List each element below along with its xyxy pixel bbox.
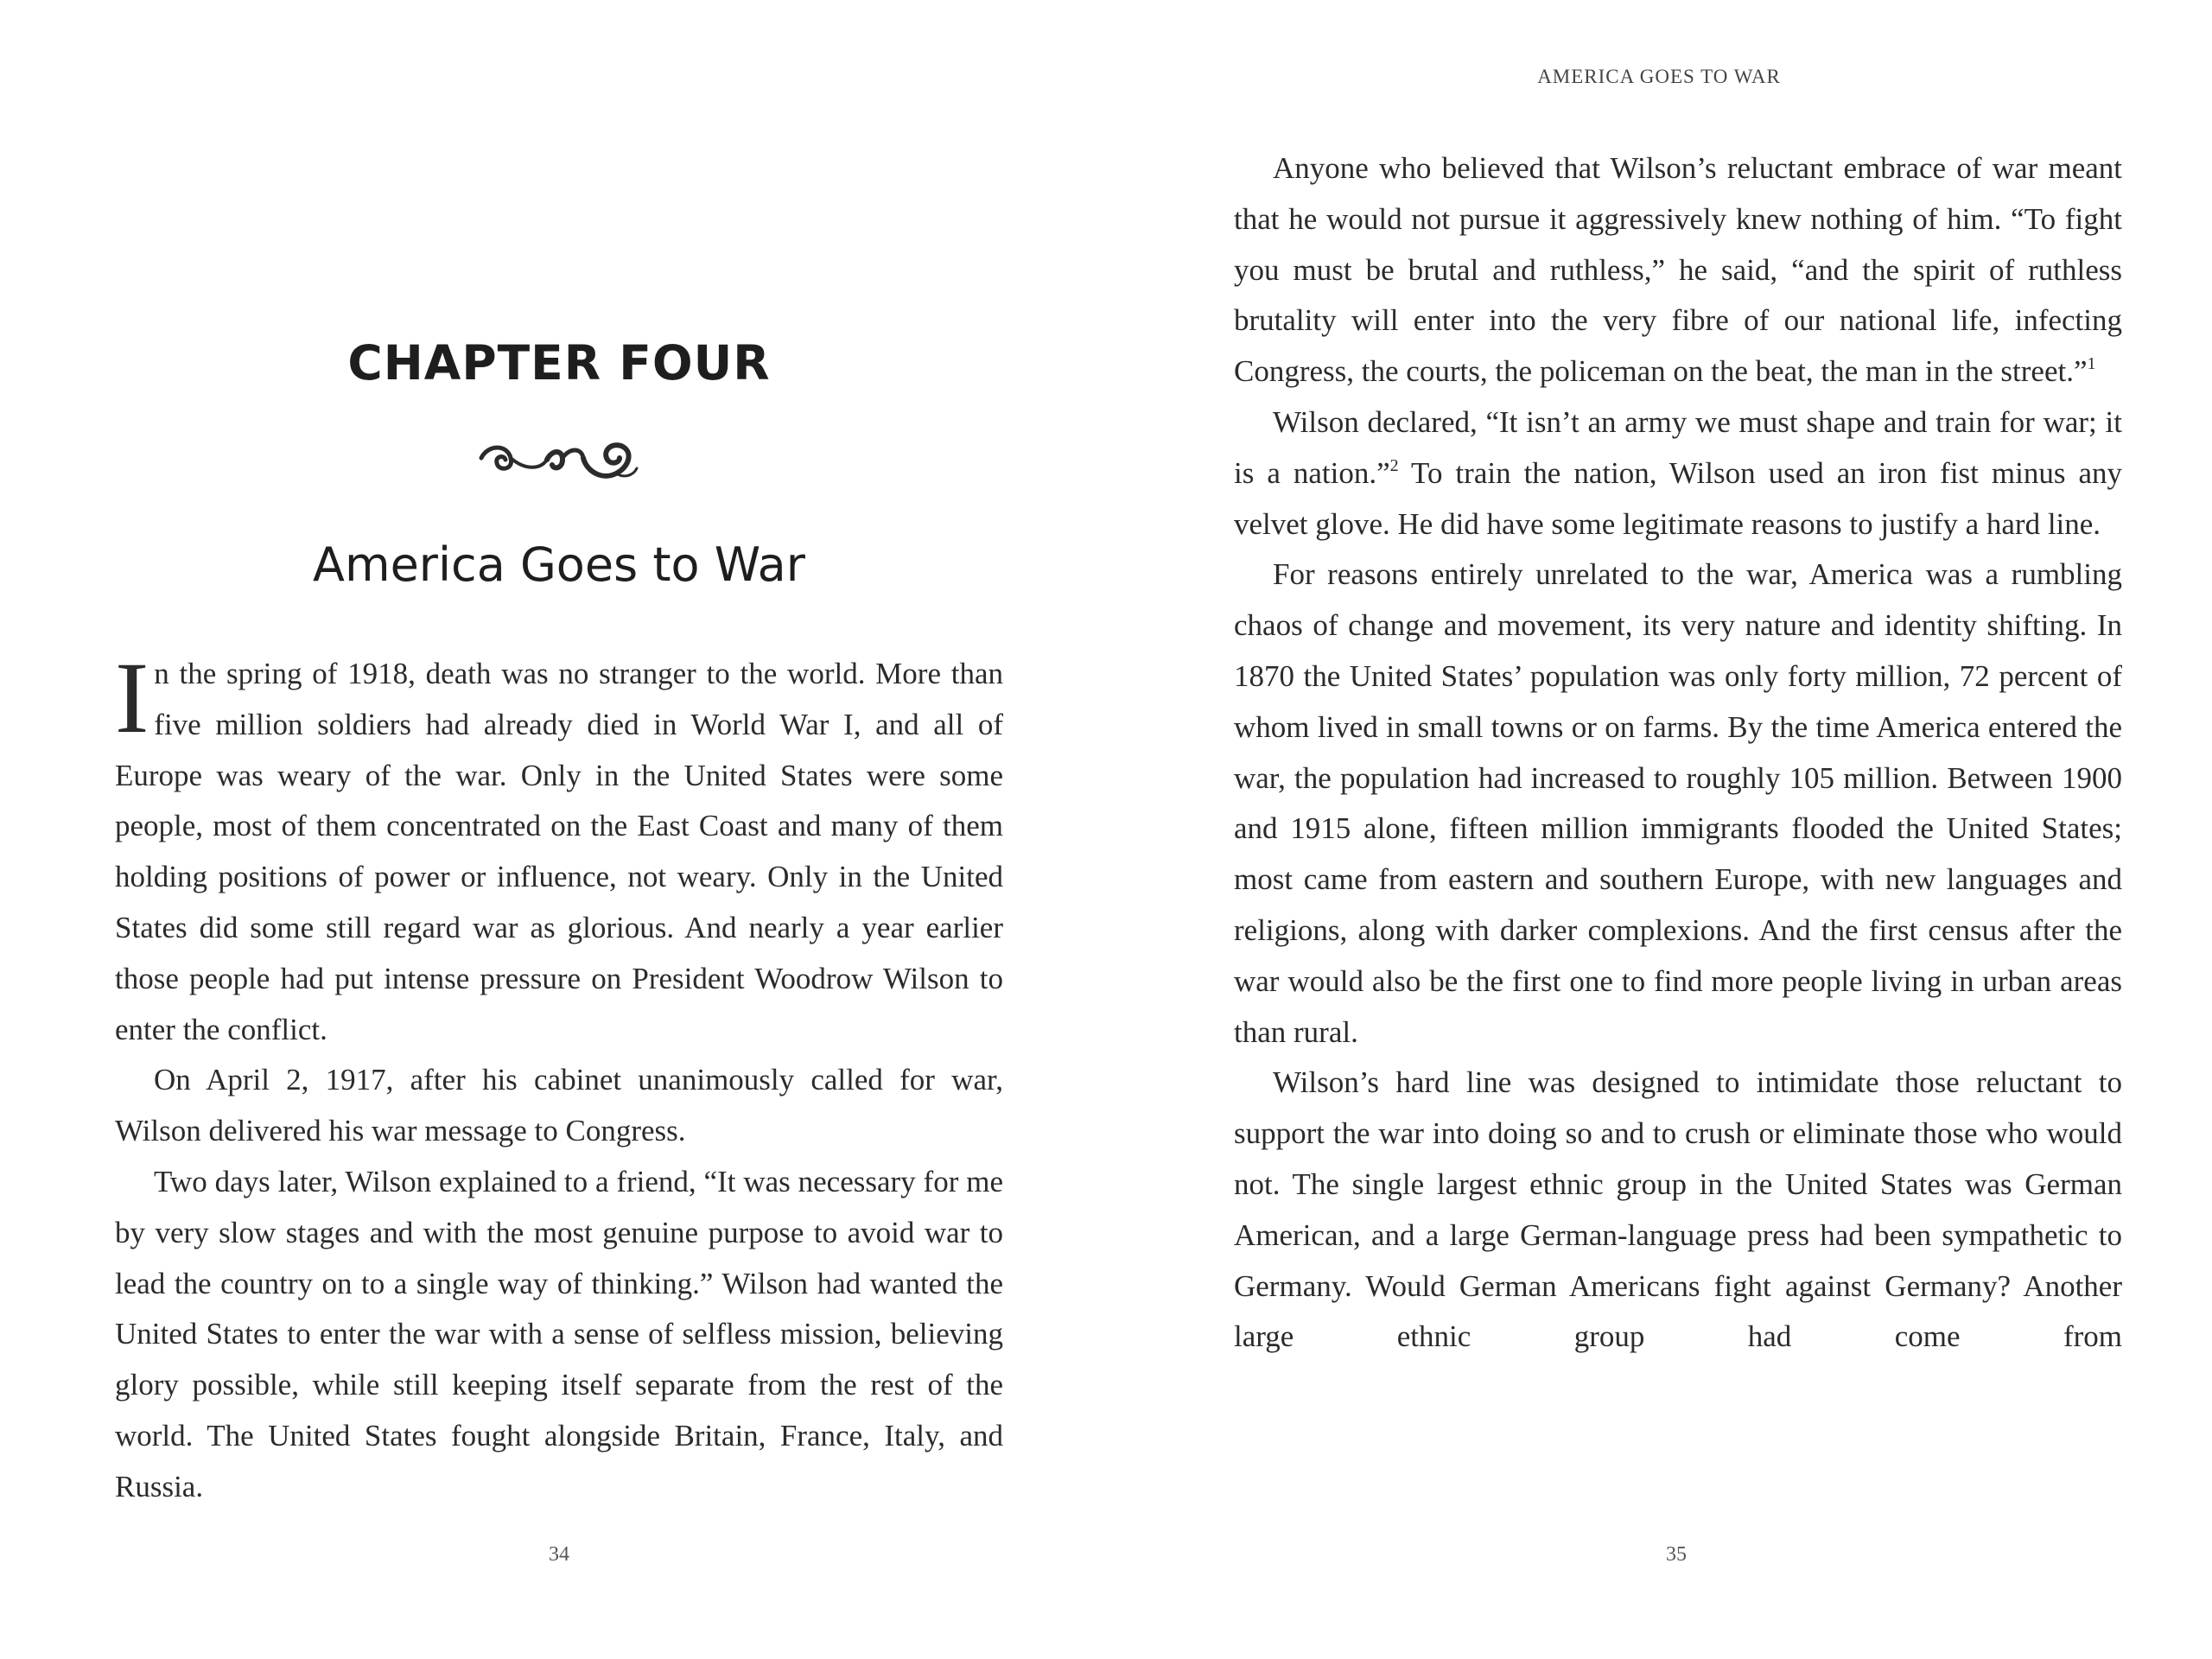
- paragraph-text: n the spring of 1918, death was no stranger to the world. More than five million soldiers had already died in World War I, and all of Europe was weary of the war. Only in the United States were some people, most of them concentrated on the East Coast and many of them holding positions of power or influence, not weary. Only in the United States did some still regard war as glorious. And nearly a year earlier those people had put intense pressure on President Woodrow Wilson to enter the conflict.: [115, 657, 1003, 1046]
- paragraph: [1234, 143, 2122, 397]
- page-number: 34: [549, 1543, 569, 1566]
- paragraph-text: Wilson declared, “It isn’t an army we must shape and train for war; it is a nation.”: [1234, 404, 2122, 490]
- footnote-ref: 2: [1389, 455, 1399, 475]
- paragraph: Two days later, Wilson explained to a friend, “It was necessary for me by very slow stages and with the most genuine purpose to avoid war to lead the country on to a single way of thinking.” Wilson had wanted the United States to enter the war with a sense of selfless mission, believing glory possible, while still keeping itself separate from the rest of the world. The United States fought alongside Britain, France, Italy, and Russia.: [115, 1164, 1003, 1503]
- paragraph: [1234, 397, 2122, 550]
- right-body-text: [1234, 143, 2122, 1363]
- paragraph-text: Anyone who believed that Wilson’s reluctant embrace of war meant that he would not pursue it aggressively knew nothing of him. “To fight you must be brutal and ruthless,” he said, “and the spirit of ruthless brutality will enter into the very fibre of our national life, infecting Congress, the courts, the policeman on the beat, the man in the street.”: [1234, 151, 2122, 389]
- decorative-flourish-icon: [473, 432, 645, 493]
- paragraph-text: To train the nation, Wilson used an iron fist minus any velvet glove. He did have some legitimate reasons to justify a hard line.: [1234, 455, 2122, 541]
- paragraph: On April 2, 1917, after his cabinet unanimously called for war, Wilson delivered his war message to Congress.: [115, 1063, 1003, 1148]
- right-page: [1106, 0, 2212, 1659]
- chapter-label: CHAPTER FOUR: [347, 335, 771, 391]
- chapter-title: America Goes to War: [313, 537, 805, 592]
- left-body-text: [115, 641, 1003, 1513]
- drop-cap: I: [115, 641, 149, 754]
- running-head: AMERICA GOES TO WAR: [1537, 66, 1781, 87]
- paragraph: [115, 641, 1003, 1055]
- page-number: 35: [1666, 1543, 1687, 1566]
- footnote-ref: 1: [2087, 354, 2096, 374]
- paragraph: For reasons entirely unrelated to the war, America was a rumbling chaos of change and movement, its very nature and identity shifting. In 1870 the United States’ population was only forty million, 72 percent of whom lived in small towns or on farms. By the time America entered the war, the population had increased to roughly 105 million. Between 1900 and 1915 alone, fifteen million immigrants flooded the United States; most came from eastern and southern Europe, with new languages and religions, along with darker complexions. And the first census after the war would also be the first one to find more people living in urban areas than rural.: [1234, 557, 2122, 1049]
- paragraph: Wilson’s hard line was designed to intimidate those reluctant to support the war into doing so and to crush or eliminate those who would not. The single largest ethnic group in the United States was German American, and a large German-language press had been sympathetic to Germany. Would German Americans fight against Germany? Another large ethnic group had come from: [1234, 1065, 2122, 1354]
